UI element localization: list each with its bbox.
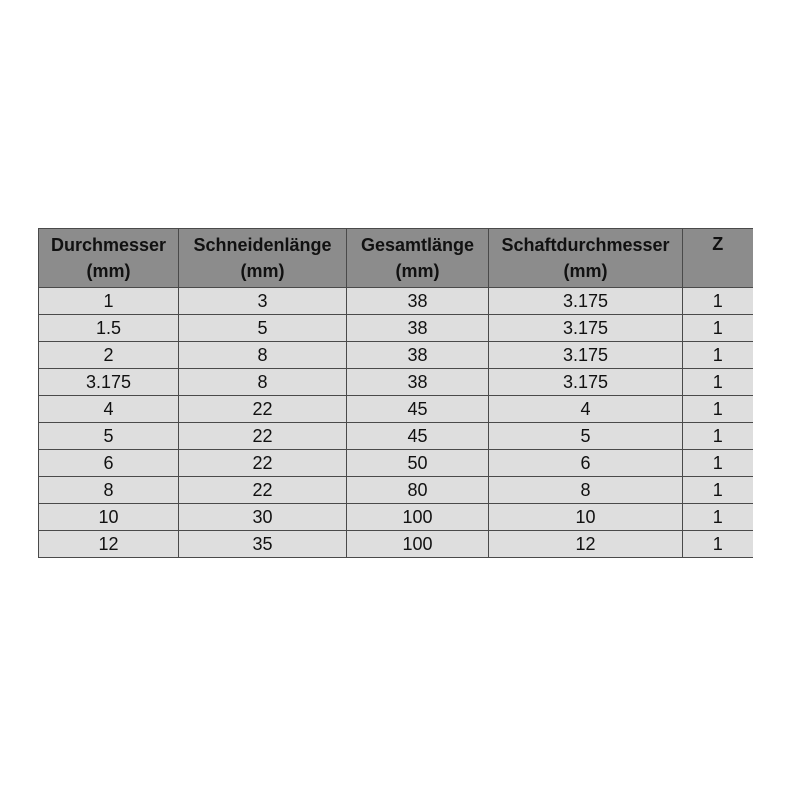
cell-z: 1	[683, 342, 753, 369]
cell-schaftdurchmesser: 10	[489, 504, 683, 531]
header-unit: (mm)	[240, 261, 285, 281]
cell-durchmesser: 1	[39, 288, 179, 315]
cell-schaftdurchmesser: 3.175	[489, 288, 683, 315]
cell-schaftdurchmesser: 12	[489, 531, 683, 558]
cell-schneidenlaenge: 22	[179, 477, 347, 504]
cell-gesamtlaenge: 45	[347, 396, 489, 423]
header-label: Durchmesser	[50, 235, 167, 255]
header-label: Gesamtlänge	[360, 235, 475, 255]
cell-z: 1	[683, 504, 753, 531]
cell-gesamtlaenge: 100	[347, 504, 489, 531]
table-row	[39, 450, 753, 477]
table-row	[39, 423, 753, 450]
cell-durchmesser: 8	[39, 477, 179, 504]
cell-durchmesser: 2	[39, 342, 179, 369]
cell-gesamtlaenge: 45	[347, 423, 489, 450]
spec-table-container	[38, 228, 752, 558]
table-row	[39, 369, 753, 396]
cell-durchmesser: 6	[39, 450, 179, 477]
cell-schaftdurchmesser: 3.175	[489, 342, 683, 369]
cell-durchmesser: 10	[39, 504, 179, 531]
cell-z: 1	[683, 315, 753, 342]
cell-durchmesser: 4	[39, 396, 179, 423]
cell-gesamtlaenge: 38	[347, 288, 489, 315]
table-row	[39, 342, 753, 369]
cell-gesamtlaenge: 80	[347, 477, 489, 504]
cell-gesamtlaenge: 38	[347, 315, 489, 342]
table-row	[39, 477, 753, 504]
cell-schaftdurchmesser: 8	[489, 477, 683, 504]
cell-gesamtlaenge: 50	[347, 450, 489, 477]
table-row	[39, 315, 753, 342]
cell-schneidenlaenge: 8	[179, 342, 347, 369]
header-schaftdurchmesser	[489, 229, 683, 288]
cell-schneidenlaenge: 30	[179, 504, 347, 531]
cell-gesamtlaenge: 100	[347, 531, 489, 558]
cell-durchmesser: 5	[39, 423, 179, 450]
cell-z: 1	[683, 396, 753, 423]
cell-schaftdurchmesser: 4	[489, 396, 683, 423]
header-unit: (mm)	[86, 261, 131, 281]
cell-gesamtlaenge: 38	[347, 369, 489, 396]
cell-z: 1	[683, 450, 753, 477]
cell-gesamtlaenge: 38	[347, 342, 489, 369]
cell-schaftdurchmesser: 5	[489, 423, 683, 450]
cell-schneidenlaenge: 22	[179, 423, 347, 450]
cell-schaftdurchmesser: 3.175	[489, 315, 683, 342]
header-row	[39, 229, 753, 288]
cell-durchmesser: 3.175	[39, 369, 179, 396]
cell-schaftdurchmesser: 3.175	[489, 369, 683, 396]
header-schneidenlaenge	[179, 229, 347, 288]
header-label: Schneidenlänge	[193, 235, 332, 255]
cell-durchmesser: 12	[39, 531, 179, 558]
cell-z: 1	[683, 423, 753, 450]
table-row	[39, 288, 753, 315]
cell-z: 1	[683, 477, 753, 504]
header-unit: (mm)	[563, 261, 608, 281]
table-body	[39, 288, 753, 558]
cell-z: 1	[683, 288, 753, 315]
table-row	[39, 531, 753, 558]
cell-schneidenlaenge: 5	[179, 315, 347, 342]
cell-schneidenlaenge: 8	[179, 369, 347, 396]
header-z	[683, 229, 753, 288]
cell-schneidenlaenge: 3	[179, 288, 347, 315]
header-label: Schaftdurchmesser	[501, 235, 670, 255]
table-row	[39, 504, 753, 531]
spec-table	[38, 228, 753, 558]
cell-schneidenlaenge: 22	[179, 450, 347, 477]
header-unit: (mm)	[395, 261, 440, 281]
header-gesamtlaenge	[347, 229, 489, 288]
cell-schneidenlaenge: 22	[179, 396, 347, 423]
table-row	[39, 396, 753, 423]
header-durchmesser	[39, 229, 179, 288]
cell-z: 1	[683, 531, 753, 558]
header-label: Z	[712, 234, 724, 254]
cell-schneidenlaenge: 35	[179, 531, 347, 558]
cell-z: 1	[683, 369, 753, 396]
cell-durchmesser: 1.5	[39, 315, 179, 342]
cell-schaftdurchmesser: 6	[489, 450, 683, 477]
